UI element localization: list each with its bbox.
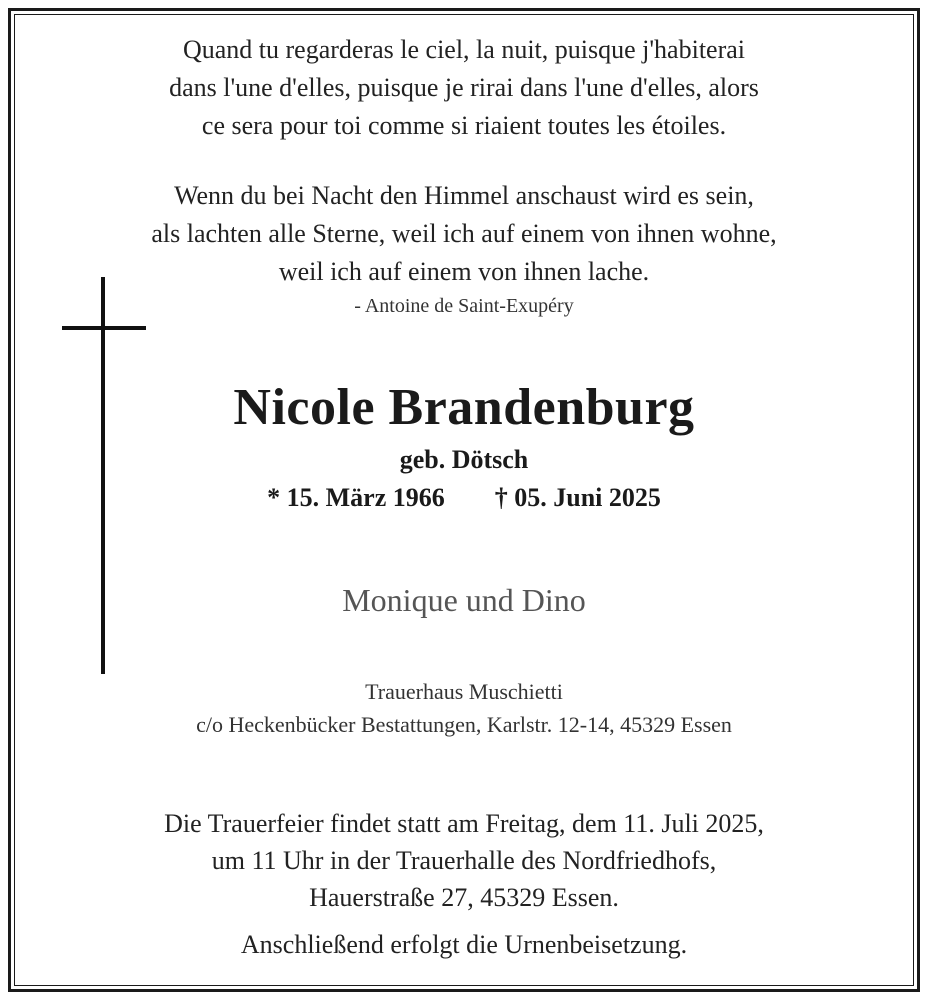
poem-german-line: als lachten alle Sterne, weil ich auf einem von ihnen wohne, <box>151 219 777 248</box>
poem-german-line: Wenn du bei Nacht den Himmel anschaust wird es sein, <box>174 181 754 210</box>
poem-french <box>0 31 928 145</box>
birth-date: * 15. März 1966 <box>267 483 445 512</box>
funeral-service-info <box>0 805 928 916</box>
poem-french-line: Quand tu regarderas le ciel, la nuit, puisque j'habiterai <box>182 35 746 64</box>
poem-french-line: ce sera pour toi comme si riaient toutes les étoiles. <box>201 111 727 140</box>
service-line: um 11 Uhr in der Trauerhalle des Nordfriedhofs, <box>211 846 717 875</box>
poem-attribution: - Antoine de Saint-Exupéry <box>354 295 574 317</box>
poem-german <box>0 177 928 291</box>
address-line: c/o Heckenbücker Bestattungen, Karlstr. 12-14, 45329 Essen <box>196 712 732 737</box>
poem-french-line: dans l'une d'elles, puisque je rirai dans l'une d'elles, alors <box>169 73 759 102</box>
service-line: Hauerstraße 27, 45329 Essen. <box>309 883 619 912</box>
deceased-name: Nicole Brandenburg <box>233 379 695 436</box>
poem-german-line: weil ich auf einem von ihnen lache. <box>278 257 650 286</box>
death-date: † 05. Juni 2025 <box>494 483 661 512</box>
mourning-address <box>0 675 928 741</box>
urn-burial-note: Anschließend erfolgt die Urnenbeisetzung. <box>240 930 688 959</box>
maiden-name: geb. Dötsch <box>399 445 529 474</box>
service-line: Die Trauerfeier findet statt am Freitag, dem 11. Juli 2025, <box>164 809 764 838</box>
cross-horizontal-bar <box>62 326 146 330</box>
mourners: Monique und Dino <box>342 582 586 618</box>
address-line: Trauerhaus Muschietti <box>365 679 563 704</box>
life-dates <box>0 482 928 514</box>
